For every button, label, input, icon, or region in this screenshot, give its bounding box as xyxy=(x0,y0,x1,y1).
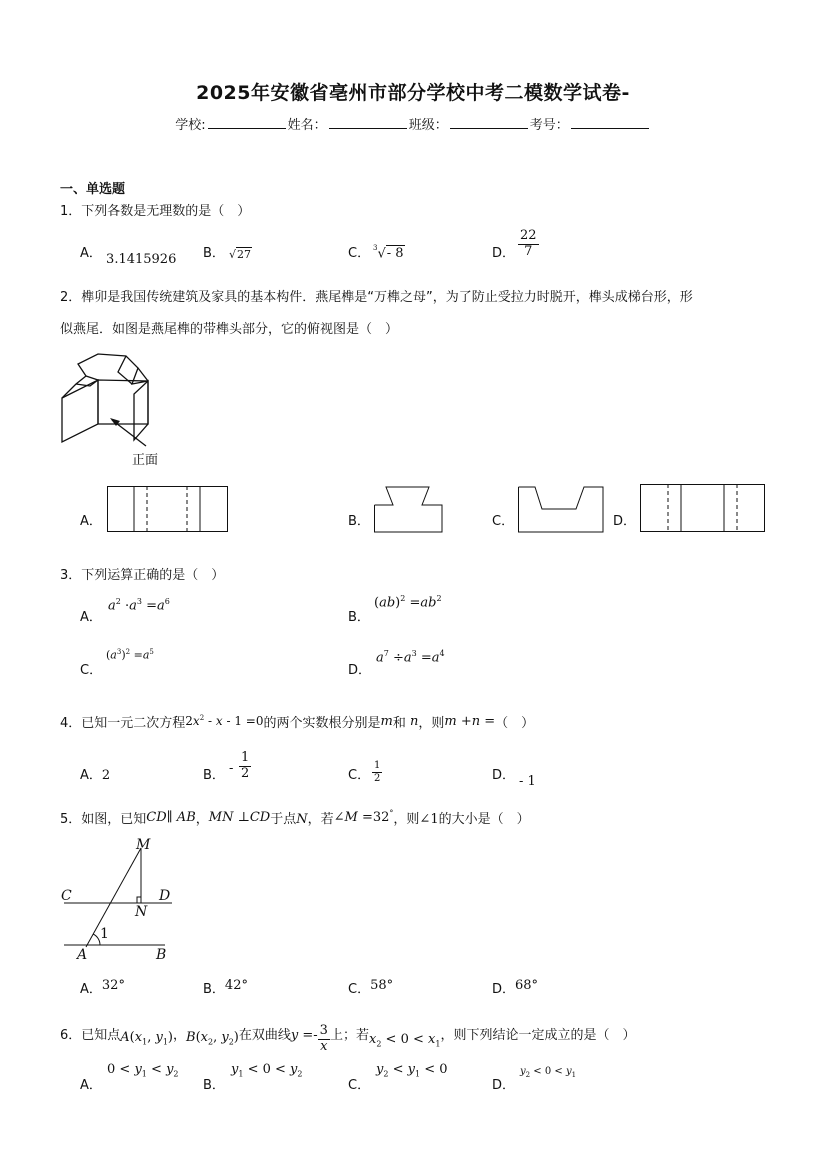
q3-option-d-expr: $a^7 \div a^3 =a^4$ xyxy=(376,649,445,666)
q4-c-fraction xyxy=(372,760,382,784)
q5-label-c: C xyxy=(61,888,72,904)
q5-angle-m: ∠M =32° xyxy=(333,808,394,825)
q1-b-label: B． xyxy=(203,246,225,261)
q5-label-1: 1 xyxy=(100,926,109,942)
school-blank xyxy=(208,116,286,129)
q5-c-label: C． xyxy=(348,982,371,997)
q1-c-cuberoot: $^3$√- 8 xyxy=(373,244,404,262)
q1-option-b xyxy=(203,242,225,261)
q3-option-d-label: D． xyxy=(348,663,372,678)
q5-angle-1: ∠1 xyxy=(419,812,439,827)
q3-option-a-expr: $a^2 \cdot a^3 =a^6$ xyxy=(108,597,170,614)
q5-option-c xyxy=(348,978,393,997)
q5-stem-e: 的大小是（ ） xyxy=(438,812,530,827)
q6-stem-shang: 上；若 xyxy=(329,1027,369,1043)
q5-stem-b: 于点 xyxy=(270,812,297,827)
q4-c-denominator: 2 xyxy=(374,772,381,784)
q5-stem-a: ， xyxy=(195,812,209,827)
q5-option-b xyxy=(203,978,248,997)
section-heading: 一、单选题 xyxy=(60,182,126,197)
class-blank xyxy=(450,116,528,129)
q4-a-value: 2 xyxy=(101,768,111,783)
q2-option-d-drawing xyxy=(640,484,766,534)
q1-c-radicand: - 8 xyxy=(386,246,404,262)
q6-option-a-expr: $0 < y_1 < y_2$ xyxy=(107,1062,179,1079)
q1-option-d xyxy=(492,242,515,261)
q4-n: n xyxy=(405,714,419,729)
q1-stem: 1．下列各数是无理数的是（ ） xyxy=(60,204,251,219)
q6-point-a: $A(x_1$, $y_1$) xyxy=(120,1029,173,1047)
q5-mn-cd: MN ⊥CD xyxy=(208,810,271,825)
school-label: 学校: xyxy=(175,118,206,133)
q5-label-b: B xyxy=(156,947,167,963)
q6-stem-on: 在双曲线 xyxy=(238,1027,291,1043)
q4-c-numerator: 1 xyxy=(374,760,381,771)
q5-stem-d: ，则 xyxy=(393,812,420,827)
q5-label-m: M xyxy=(136,837,151,853)
q3-option-c-expr: $(a^3)^2 =a^5$ xyxy=(106,648,154,662)
q4-b-sign: - xyxy=(229,761,234,776)
q6-stem-end: ，则下列结论一定成立的是（ ） xyxy=(440,1027,636,1043)
q4-option-d-label: D． xyxy=(492,768,516,783)
q5-a-label: A． xyxy=(80,982,102,997)
q3-option-b-expr: $(ab)^2 =ab^2$ xyxy=(374,594,442,611)
q4-m: m xyxy=(380,714,393,729)
q2-option-c-drawing xyxy=(518,486,606,534)
q1-d-denominator: 7 xyxy=(524,243,533,259)
id-blank xyxy=(571,116,649,129)
q6-option-c-expr: $y_2 < y_1 < 0$ xyxy=(376,1062,448,1079)
q2-stem-line2: 似燕尾．如图是燕尾榫的带榫头部分，它的俯视图是（ ） xyxy=(60,322,399,337)
q5-b-value: 42° xyxy=(224,978,248,993)
q6-hyperbola-lhs: y =- xyxy=(290,1027,318,1043)
q4-d-value: - 1 xyxy=(519,774,536,789)
q1-a-label: A． xyxy=(80,246,102,261)
q3-option-c-label: C． xyxy=(80,663,103,678)
q4-stem-and: 和 xyxy=(392,716,406,731)
q6-option-c-label: C． xyxy=(348,1078,371,1093)
q2-stem-line1: 2．榫卯是我国传统建筑及家具的基本构件．燕尾榫是“万榫之母”，为了防止受拉力时脱开，榫头成梯台形，形 xyxy=(60,290,693,305)
q6-hyperbola-numerator: 3 xyxy=(319,1023,328,1038)
q5-label-n: N xyxy=(135,904,148,920)
q2-dovetail-figure xyxy=(58,354,178,469)
q2-option-c: C． xyxy=(492,514,515,529)
q4-b-denominator: 2 xyxy=(241,765,250,781)
id-label: 考号： xyxy=(529,118,569,133)
q5-option-d xyxy=(492,978,538,997)
q5-geometry-figure xyxy=(60,834,180,964)
q4-stem-pre: 4．已知一元二次方程 xyxy=(60,716,186,731)
q1-b-sqrt: √27 xyxy=(229,248,252,261)
q1-c-label: C． xyxy=(348,246,371,261)
q1-a-value: 3.1415926 xyxy=(106,252,177,267)
q2-option-a-drawing xyxy=(107,486,229,534)
q5-option-a xyxy=(80,978,125,997)
q5-stem-pre: 5．如图，已知 xyxy=(60,812,147,827)
q5-label-a: A xyxy=(77,947,88,963)
q5-label-d: D xyxy=(159,888,171,904)
q4-b-fraction xyxy=(239,751,251,782)
q6-stem xyxy=(60,1020,636,1054)
q4-equation: $2x^2 - x - 1 =0$ xyxy=(185,714,264,728)
q6-option-a-label: A． xyxy=(80,1078,102,1093)
q3-option-b-label: B． xyxy=(348,610,370,625)
q1-d-numerator: 22 xyxy=(520,228,537,243)
q1-option-a xyxy=(80,242,177,267)
page-title: 2025年安徽省亳州市部分学校中考二模数学试卷- xyxy=(196,82,630,104)
q5-d-label: D． xyxy=(492,982,516,997)
q4-option-b-label: B． xyxy=(203,768,225,783)
q5-n-point: N xyxy=(296,812,308,827)
q2-option-a: A． xyxy=(80,514,102,529)
name-blank xyxy=(329,116,407,129)
q4-sum: m +n = xyxy=(444,714,496,729)
q1-option-c xyxy=(348,242,370,261)
q4-stem-then: ，则 xyxy=(418,716,445,731)
q5-stem xyxy=(60,808,530,827)
q6-point-b: $B(x_2$, $y_2$) xyxy=(186,1029,239,1047)
q1-d-fraction xyxy=(518,229,539,260)
q3-option-a-label: A． xyxy=(80,610,102,625)
q2-option-b-drawing xyxy=(374,486,444,534)
q6-option-b-expr: $y_1 < 0 < y_2$ xyxy=(231,1062,303,1079)
q5-c-value: 58° xyxy=(370,978,394,993)
q5-cd-ab: CD∥ AB xyxy=(146,810,196,825)
q6-stem-pre: 6．已知点 xyxy=(60,1027,121,1043)
q6-stem-comma: ， xyxy=(172,1027,186,1043)
student-info-line xyxy=(0,114,826,133)
q5-d-value: 68° xyxy=(515,978,539,993)
q5-stem-c: ，若 xyxy=(307,812,334,827)
name-label: 姓名： xyxy=(287,118,327,133)
q1-c-index: 3 xyxy=(373,244,378,252)
q5-a-value: 32° xyxy=(101,978,125,993)
q4-option-a xyxy=(80,764,110,783)
q2-front-label: 正面 xyxy=(132,453,159,468)
q4-b-numerator: 1 xyxy=(241,750,250,765)
q6-option-b-label: B． xyxy=(203,1078,225,1093)
q6-hyperbola-fraction: $\frac{3}{x}$ xyxy=(319,1023,328,1054)
q1-d-label: D． xyxy=(492,246,516,261)
q5-b-label: B． xyxy=(203,982,225,997)
q4-stem xyxy=(60,712,534,731)
q1-b-radicand: 27 xyxy=(237,248,252,261)
q6-condition: $x_2 < 0 < x_1$ xyxy=(368,1031,441,1049)
q4-option-c-label: C． xyxy=(348,768,371,783)
q6-option-d-expr: $y_2 < 0 < y_1$ xyxy=(520,1066,577,1079)
q4-stem-end: （ ） xyxy=(495,716,535,731)
class-label: 班级： xyxy=(408,118,448,133)
q2-option-d: D． xyxy=(613,514,637,529)
q4-stem-mid: 的两个实数根分别是 xyxy=(263,716,381,731)
q4-a-label: A． xyxy=(80,768,102,783)
q3-stem: 3．下列运算正确的是（ ） xyxy=(60,568,225,583)
q2-option-b: B． xyxy=(348,514,370,529)
q6-option-d-label: D． xyxy=(492,1078,516,1093)
